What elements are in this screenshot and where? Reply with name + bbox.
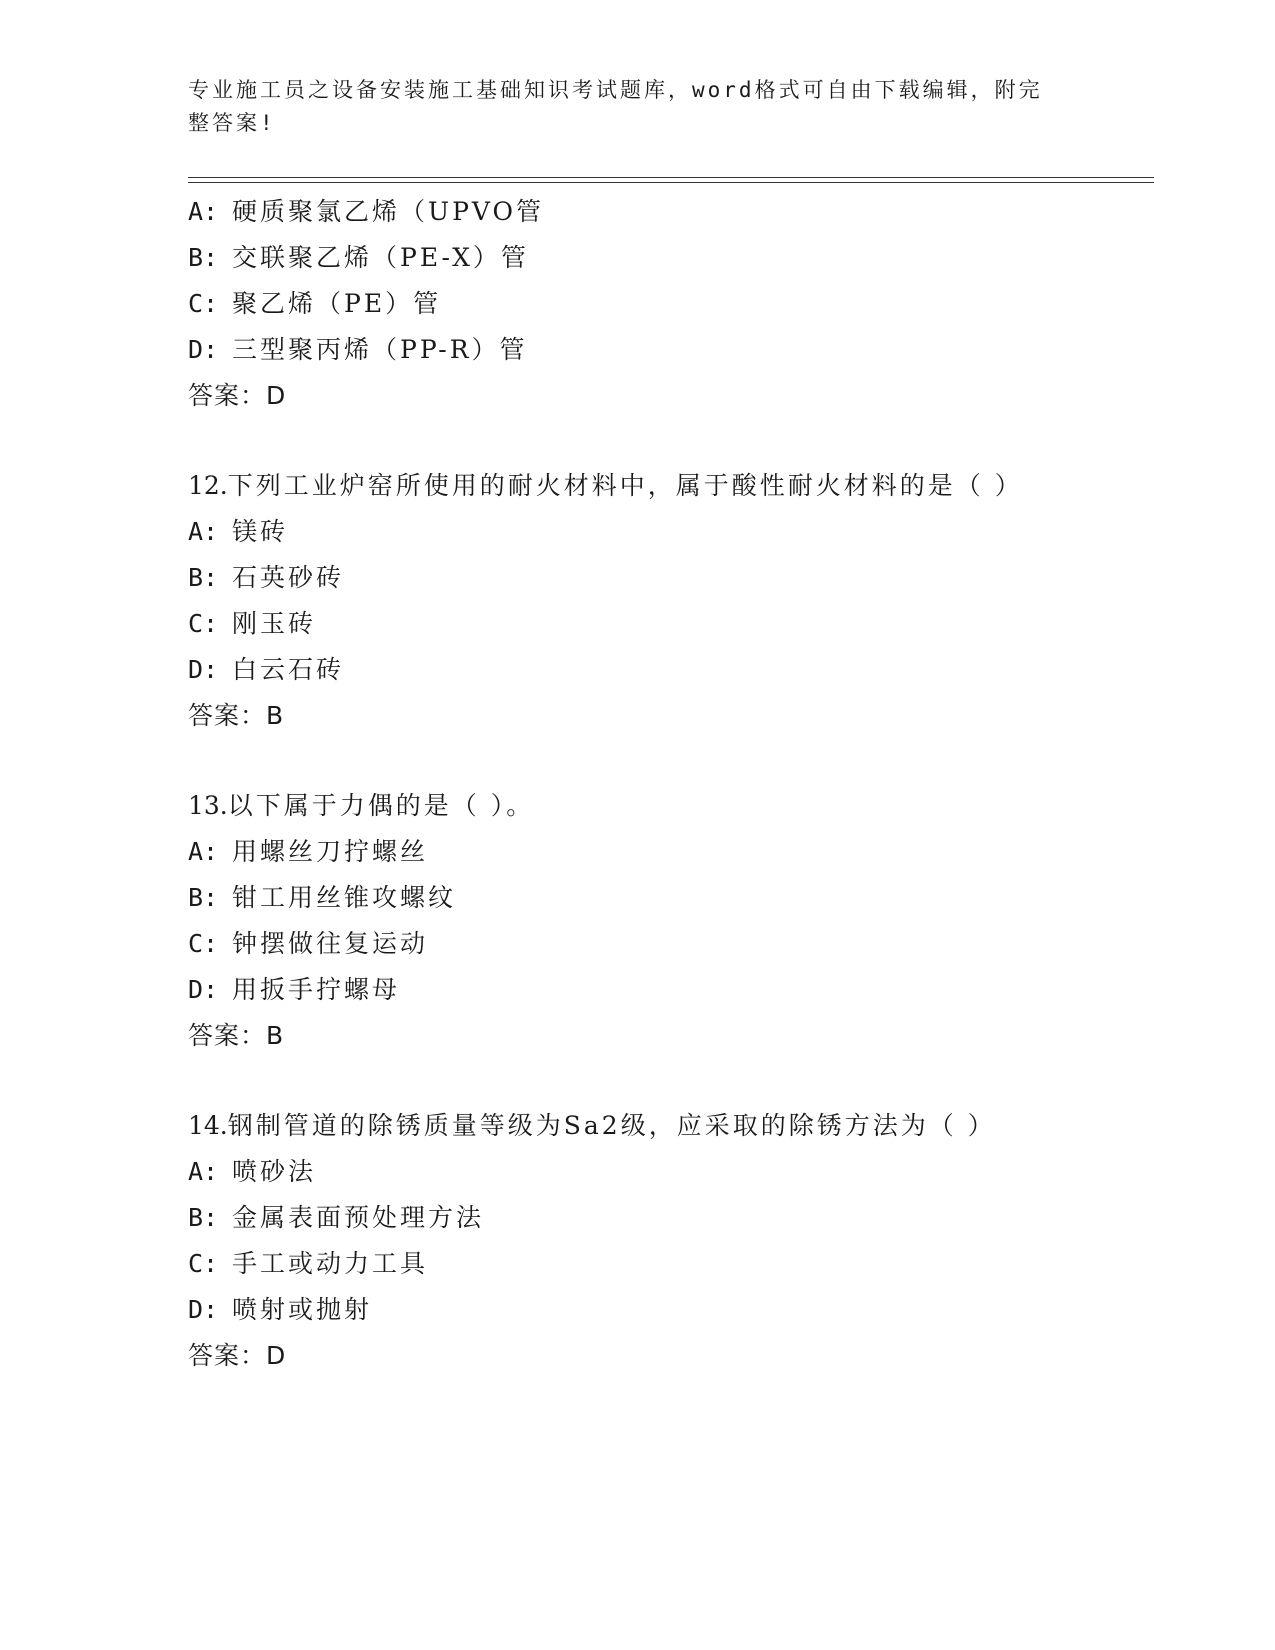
option-b bbox=[188, 1195, 1154, 1241]
option-text: 手工或动力工具 bbox=[232, 1249, 429, 1278]
option-label: A: bbox=[188, 1157, 219, 1186]
question-list bbox=[188, 189, 1154, 1379]
question-block-12 bbox=[188, 463, 1154, 739]
question-number: 12. bbox=[188, 471, 228, 500]
option-d bbox=[188, 327, 1154, 373]
option-text: 三型聚丙烯（PP-R）管 bbox=[232, 335, 528, 364]
option-c bbox=[188, 281, 1154, 327]
header-line-2: 整答案! bbox=[188, 111, 276, 135]
option-text: 喷射或抛射 bbox=[232, 1295, 373, 1324]
option-text: 硬质聚氯乙烯（UPVO管 bbox=[232, 197, 545, 226]
option-text: 用扳手拧螺母 bbox=[232, 975, 401, 1004]
option-label: A: bbox=[188, 517, 219, 546]
option-text: 金属表面预处理方法 bbox=[232, 1203, 485, 1232]
option-text: 用螺丝刀拧螺丝 bbox=[232, 837, 429, 866]
option-c bbox=[188, 601, 1154, 647]
option-d bbox=[188, 647, 1154, 693]
question-number: 13. bbox=[188, 791, 228, 820]
spacer bbox=[188, 1059, 1154, 1103]
option-b bbox=[188, 235, 1154, 281]
option-text: 钳工用丝锥攻螺纹 bbox=[232, 883, 457, 912]
option-label: D: bbox=[188, 975, 219, 1004]
question-text: 以下属于力偶的是（ ）。 bbox=[227, 791, 535, 820]
option-label: D: bbox=[188, 1295, 219, 1324]
option-b bbox=[188, 555, 1154, 601]
option-label: B: bbox=[188, 243, 219, 272]
question-text: 下列工业炉窑所使用的耐火材料中，属于酸性耐火材料的是（ ） bbox=[227, 471, 1023, 500]
header-rule-top bbox=[188, 177, 1154, 178]
option-c bbox=[188, 1241, 1154, 1287]
option-text: 白云石砖 bbox=[232, 655, 345, 684]
question-stem bbox=[188, 783, 1154, 829]
option-label: D: bbox=[188, 335, 219, 364]
option-text: 石英砂砖 bbox=[232, 563, 345, 592]
spacer bbox=[188, 739, 1154, 783]
option-b bbox=[188, 875, 1154, 921]
option-text: 交联聚乙烯（PE-X）管 bbox=[232, 243, 529, 272]
option-label: B: bbox=[188, 1203, 219, 1232]
question-block-11 bbox=[188, 189, 1154, 419]
option-text: 聚乙烯（PE）管 bbox=[232, 289, 442, 318]
option-label: A: bbox=[188, 197, 219, 226]
spacer bbox=[188, 419, 1154, 463]
option-text: 镁砖 bbox=[232, 517, 289, 546]
header-rule-bottom bbox=[188, 182, 1154, 183]
option-label: C: bbox=[188, 929, 219, 958]
option-label: D: bbox=[188, 655, 219, 684]
document-header bbox=[188, 74, 1068, 140]
question-number: 14. bbox=[188, 1111, 228, 1140]
answer-line: 答案：B bbox=[188, 1021, 285, 1050]
option-a bbox=[188, 1149, 1154, 1195]
answer-line: 答案：D bbox=[188, 1341, 287, 1370]
question-block-13 bbox=[188, 783, 1154, 1059]
header-line-1: 专业施工员之设备安装施工基础知识考试题库，word格式可自由下载编辑，附完 bbox=[188, 78, 1043, 102]
option-label: C: bbox=[188, 609, 219, 638]
option-label: B: bbox=[188, 883, 219, 912]
option-text: 钟摆做往复运动 bbox=[232, 929, 429, 958]
option-a bbox=[188, 189, 1154, 235]
option-label: C: bbox=[188, 1249, 219, 1278]
option-d bbox=[188, 967, 1154, 1013]
option-a bbox=[188, 829, 1154, 875]
option-a bbox=[188, 509, 1154, 555]
option-label: A: bbox=[188, 837, 219, 866]
question-stem bbox=[188, 1103, 1154, 1149]
question-stem bbox=[188, 463, 1154, 509]
option-text: 刚玉砖 bbox=[232, 609, 317, 638]
option-d bbox=[188, 1287, 1154, 1333]
answer-line: 答案：B bbox=[188, 701, 285, 730]
question-block-14 bbox=[188, 1103, 1154, 1379]
option-label: B: bbox=[188, 563, 219, 592]
question-text: 钢制管道的除锈质量等级为Sa2级，应采取的除锈方法为（ ） bbox=[227, 1111, 996, 1140]
option-label: C: bbox=[188, 289, 219, 318]
option-c bbox=[188, 921, 1154, 967]
option-text: 喷砂法 bbox=[232, 1157, 317, 1186]
answer-line: 答案：D bbox=[188, 381, 287, 410]
